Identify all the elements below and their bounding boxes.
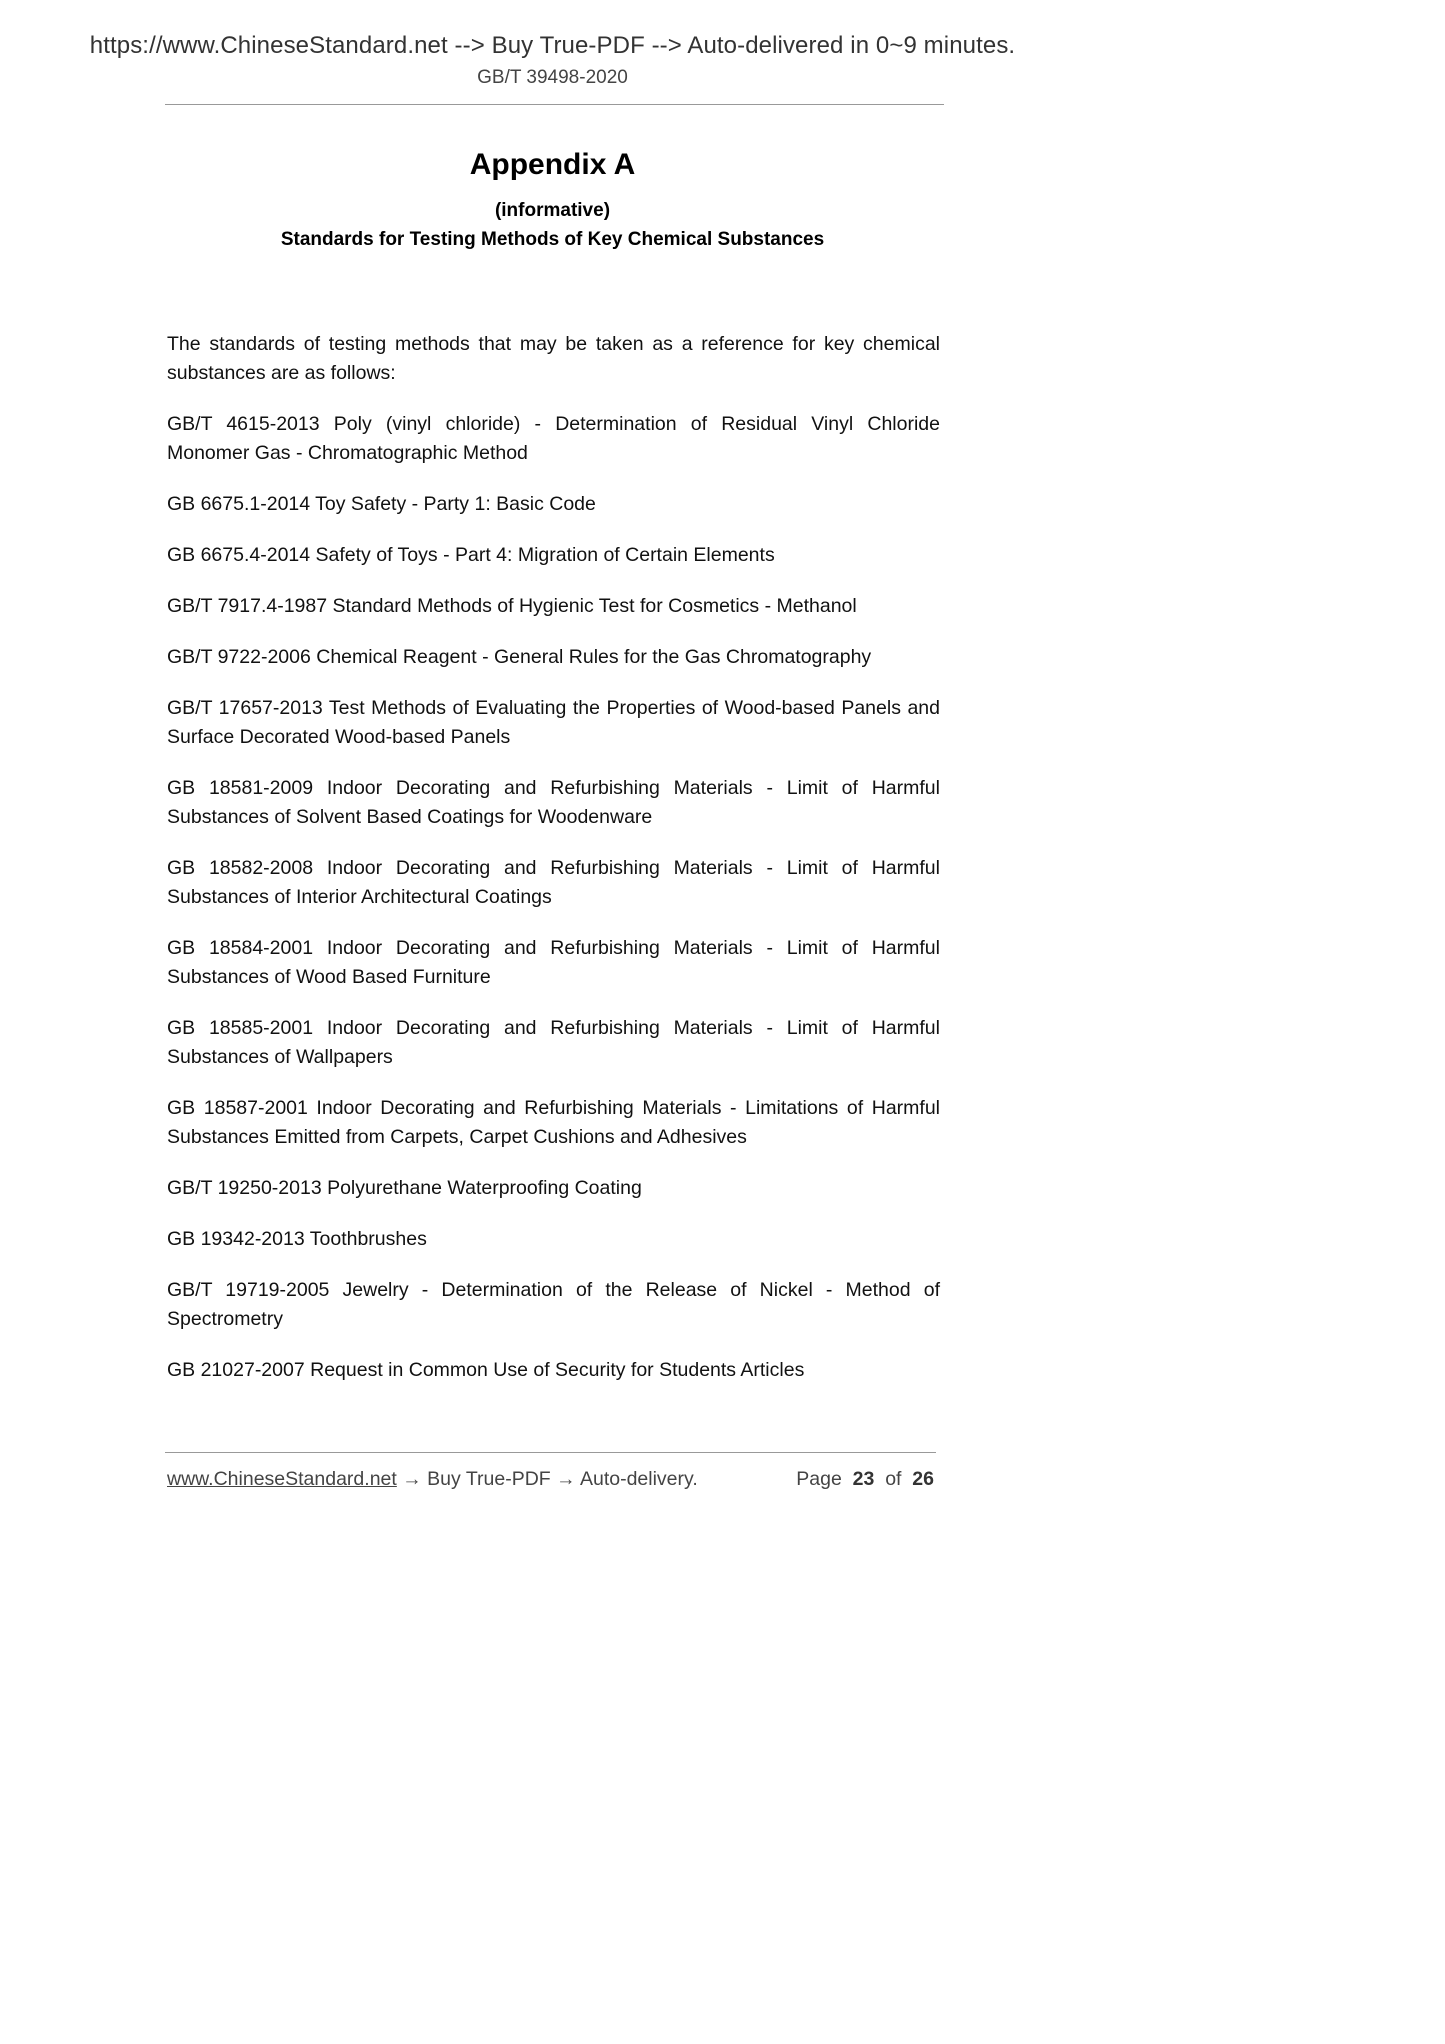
page-total: 26: [912, 1468, 934, 1490]
standard-item: GB 21027-2007 Request in Common Use of Security for Students Articles: [167, 1359, 805, 1381]
page-number: [796, 1468, 934, 1491]
standard-item: GB 19342-2013 Toothbrushes: [167, 1228, 427, 1250]
standard-item: GB/T 7917.4-1987 Standard Methods of Hygienic Test for Cosmetics - Methanol: [167, 595, 857, 617]
standard-item: GB 18587-2001 Indoor Decorating and Refurbishing Materials - Limitations of Harmful Substances Emitted from Carpets, Carpet Cushions and Adhesives: [167, 1097, 940, 1148]
appendix-title: Appendix A: [469, 148, 636, 181]
top-banner: https://www.ChineseStandard.net --> Buy True-PDF --> Auto-delivered in 0~9 minutes.: [89, 32, 1016, 59]
page-of: of: [885, 1468, 902, 1490]
page-label: Page: [796, 1468, 842, 1490]
standard-item: GB/T 4615-2013 Poly (vinyl chloride) - Determination of Residual Vinyl Chloride Monomer Gas - Chromatographic Method: [167, 413, 940, 464]
standard-item: GB/T 19250-2013 Polyurethane Waterproofing Coating: [167, 1177, 642, 1199]
standard-item: GB/T 9722-2006 Chemical Reagent - General Rules for the Gas Chromatography: [167, 646, 872, 668]
delivery-text: Auto-delivery.: [579, 1468, 698, 1490]
appendix-subtitle: Standards for Testing Methods of Key Chemical Substances: [280, 229, 825, 250]
standard-item: GB 18582-2008 Indoor Decorating and Refurbishing Materials - Limit of Harmful Substances of Interior Architectural Coatings: [167, 857, 940, 908]
footer-promo: [167, 1468, 698, 1491]
document-body: [167, 330, 940, 1385]
standard-item: GB/T 17657-2013 Test Methods of Evaluating the Properties of Wood-based Panels and Surface Decorated Wood-based Panels: [167, 697, 940, 748]
document-code: GB/T 39498-2020: [477, 67, 628, 88]
standard-item: GB 6675.4-2014 Safety of Toys - Part 4: Migration of Certain Elements: [167, 544, 775, 566]
header-divider: [165, 104, 944, 105]
intro-paragraph: The standards of testing methods that may be taken as a reference for key chemical substances are as follows:: [167, 333, 940, 384]
page-current: 23: [852, 1468, 875, 1490]
site-link[interactable]: www.ChineseStandard.net: [167, 1468, 397, 1490]
appendix-note: (informative): [494, 200, 611, 221]
standard-item: GB 18585-2001 Indoor Decorating and Refurbishing Materials - Limit of Harmful Substances of Wallpapers: [167, 1017, 940, 1068]
arrow-right-icon: →: [402, 1468, 422, 1490]
standard-item: GB/T 19719-2005 Jewelry - Determination of the Release of Nickel - Method of Spectrometry: [167, 1279, 940, 1330]
buy-text: Buy True-PDF: [427, 1468, 551, 1490]
standard-item: GB 18584-2001 Indoor Decorating and Refurbishing Materials - Limit of Harmful Substances of Wood Based Furniture: [167, 937, 940, 988]
footer-divider: [165, 1452, 936, 1453]
arrow-right-icon: →: [556, 1468, 576, 1490]
standard-item: GB 18581-2009 Indoor Decorating and Refurbishing Materials - Limit of Harmful Substances of Solvent Based Coatings for Woodenware: [167, 777, 940, 828]
standard-item: GB 6675.1-2014 Toy Safety - Party 1: Basic Code: [167, 493, 596, 515]
